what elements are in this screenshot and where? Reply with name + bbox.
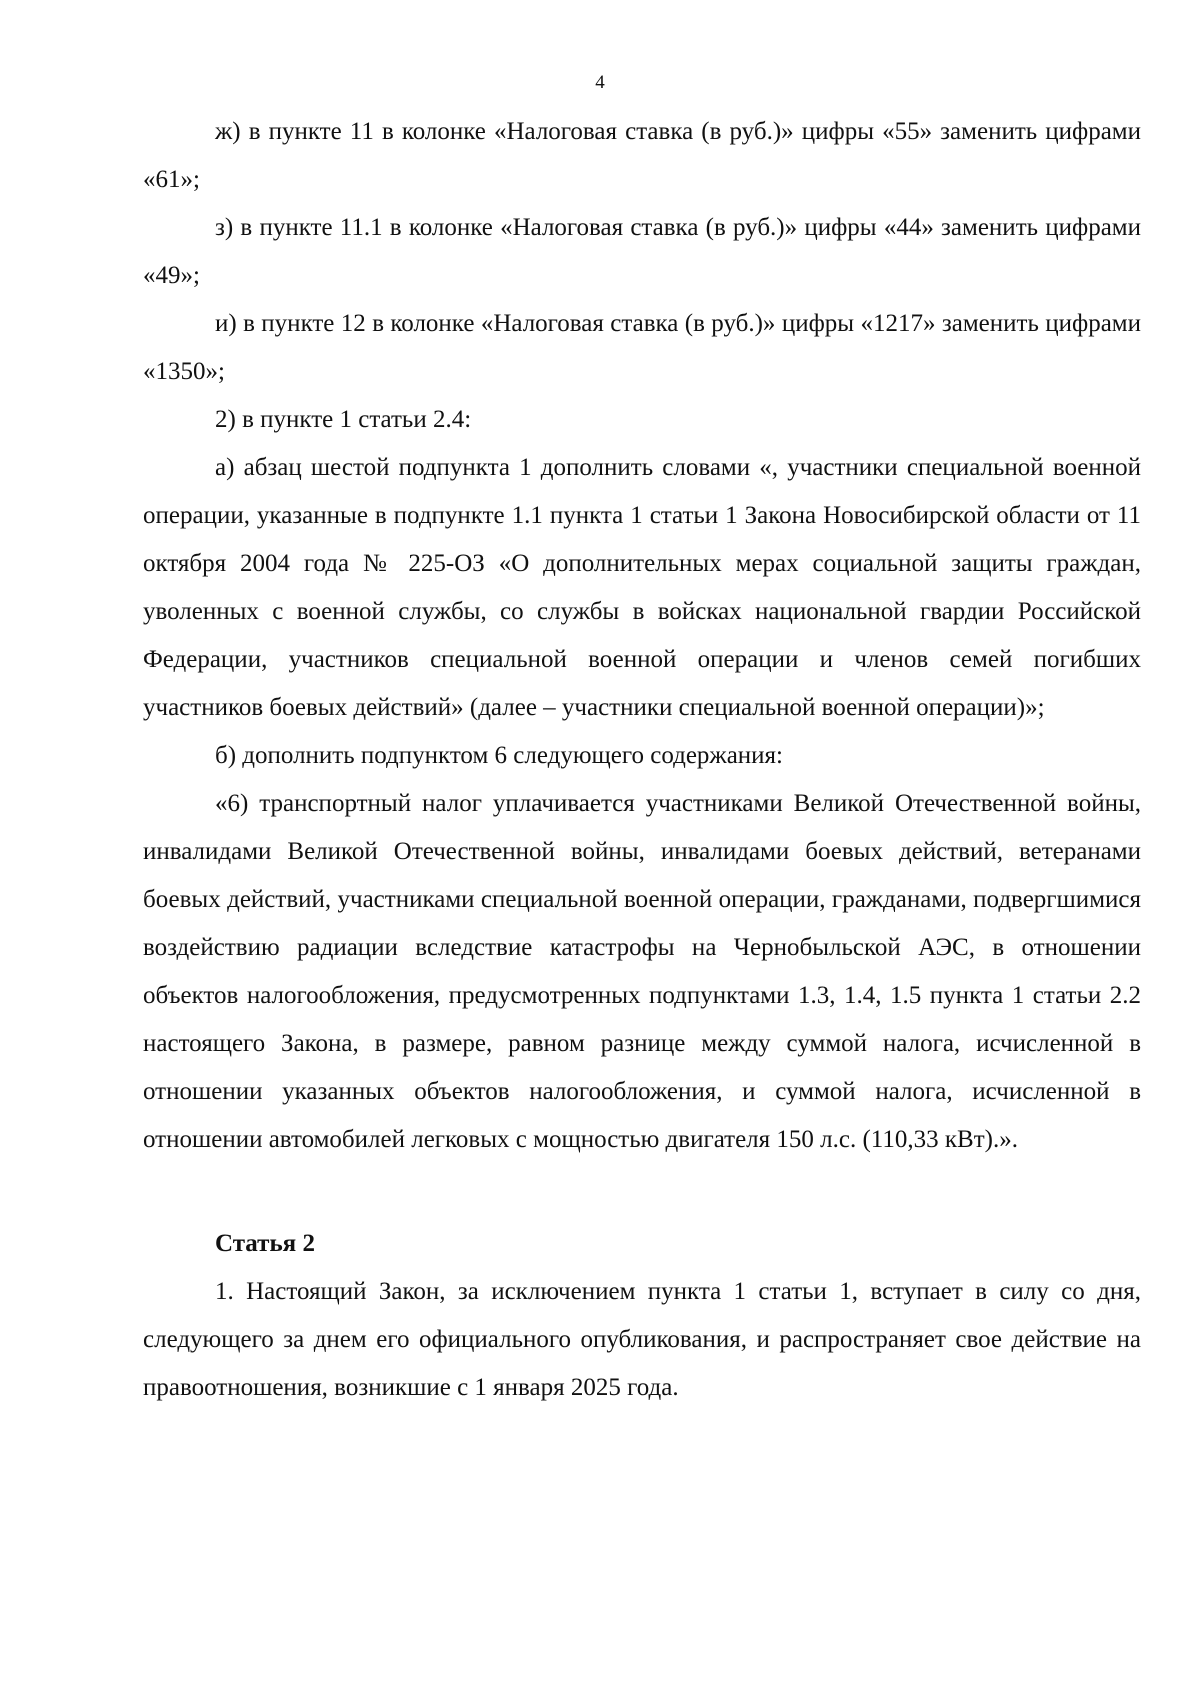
paragraph-a: а) абзац шестой подпункта 1 дополнить словами «, участники специальной военной операции, указанные в подпункте 1.1 пункта 1 статьи 1 Закона Новосибирской области от 11 октября 2004 года № 225-ОЗ «О дополнительных мерах социальной защиты граждан, уволенных с военной службы, со службы в войсках национальной гвардии Российской Федерации, участников специальной военной операции и членов семей погибших участников боевых действий» (далее – участники специальной военной операции)»; — [143, 454, 1141, 721]
paragraph-b: б) дополнить подпунктом 6 следующего содержания: — [215, 742, 783, 769]
document-body — [143, 108, 1141, 1412]
article-2-heading: Статья 2 — [215, 1230, 315, 1257]
page-number: 4 — [595, 72, 605, 93]
article-2-paragraph-1: 1. Настоящий Закон, за исключением пункта 1 статьи 1, вступает в силу со дня, следующего за днем его официального опубликования, и распространяет свое действие на правоотношения, возникшие с 1 января 2025 года. — [143, 1278, 1141, 1401]
paragraph-i: и) в пункте 12 в колонке «Налоговая ставка (в руб.)» цифры «1217» заменить цифрами «1350»; — [143, 310, 1141, 385]
paragraph-subitem-6: «6) транспортный налог уплачивается участниками Великой Отечественной войны, инвалидами Великой Отечественной войны, инвалидами боевых действий, ветеранами боевых действий, участниками специальной военной операции, гражданами, подвергшимися воздействию радиации вследствие катастрофы на Чернобыльской АЭС, в отношении объектов налогообложения, предусмотренных подпунктами 1.3, 1.4, 1.5 пункта 1 статьи 2.2 настоящего Закона, в размере, равном разнице между суммой налога, исчисленной в отношении указанных объектов налогообложения, и суммой налога, исчисленной в отношении автомобилей легковых с мощностью двигателя 150 л.с. (110,33 кВт).». — [143, 790, 1141, 1153]
paragraph-zh: ж) в пункте 11 в колонке «Налоговая ставка (в руб.)» цифры «55» заменить цифрами «61»; — [143, 118, 1141, 193]
paragraph-z: з) в пункте 11.1 в колонке «Налоговая ставка (в руб.)» цифры «44» заменить цифрами «49»; — [143, 214, 1141, 289]
paragraph-item-2: 2) в пункте 1 статьи 2.4: — [215, 406, 472, 433]
